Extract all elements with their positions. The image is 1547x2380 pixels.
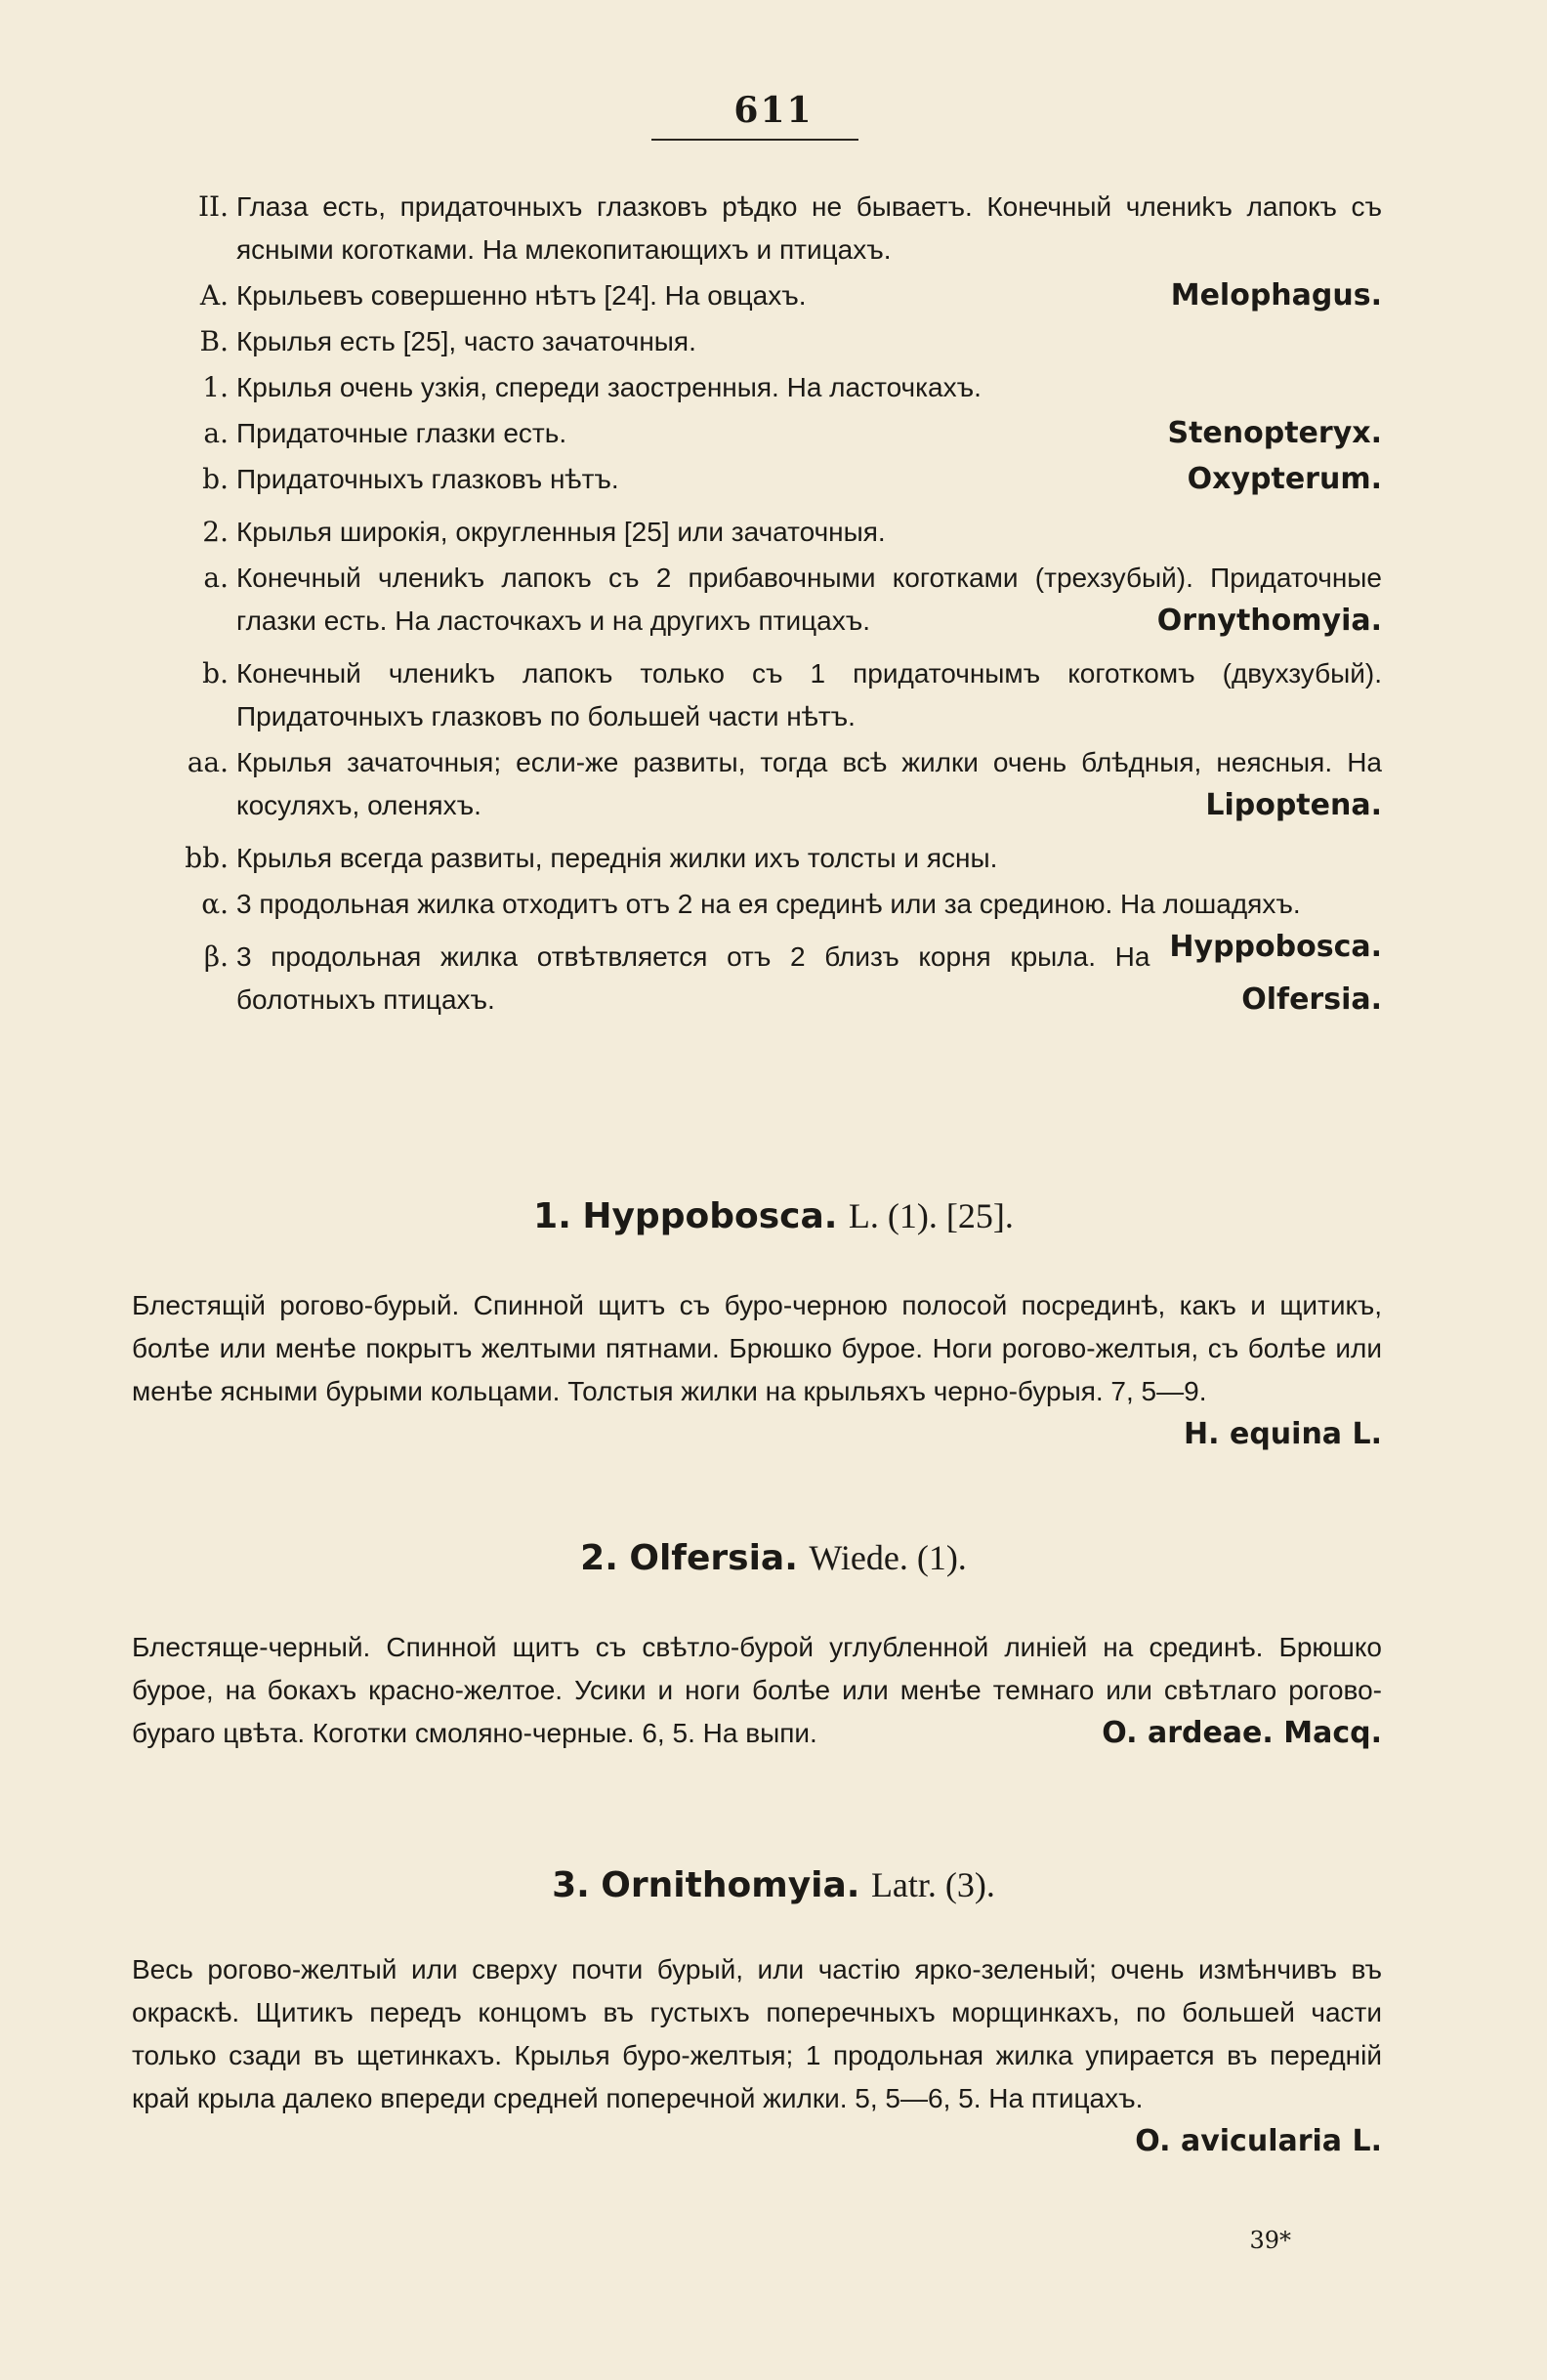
- description-text: Весь рогово-желтый или сверху почти бурый, или частію ярко-зеленый; очень измѣнчивъ въ окраскѣ. Щитикъ передъ концомъ въ густыхъ поперечныхъ морщинкахъ, по большей части только сзади въ щетинкахъ. Крылья буро-желтыя; 1 продольная жилка упирается въ передній край крыла далеко впереди средней поперечной жилки. 5, 5—6, 5. На птицахъ.: [132, 1954, 1382, 2113]
- key-marker: 2.: [202, 516, 229, 548]
- key-text: Крылья очень узкія, спереди заостренныя. На ласточкахъ.: [236, 372, 982, 402]
- key-genus: Oxypterum.: [1187, 462, 1382, 496]
- section-heading: [0, 1533, 1547, 1583]
- key-marker: II.: [197, 190, 229, 223]
- key-entry: [166, 936, 1382, 1022]
- key-text: Крылья зачаточныя; если-же развиты, тогда всѣ жилки очень блѣдныя, неясныя. На косуляхъ, оленяхъ.: [236, 747, 1382, 820]
- section-description: [132, 1284, 1382, 1456]
- key-marker: 1.: [202, 371, 229, 403]
- page-number-rule: [651, 139, 858, 141]
- key-marker: b.: [202, 463, 229, 495]
- key-genus: Melophagus.: [1170, 278, 1382, 313]
- key-text: Глаза есть, придаточныхъ глазковъ рѣдко не бываетъ. Конечный члениkъ лапокъ съ ясными коготками. На млекопитающихъ и птицахъ.: [236, 191, 1382, 265]
- key-genus: Stenopteryx.: [1167, 416, 1382, 450]
- section-number: 2.: [580, 1538, 618, 1578]
- genus-name: Olfersia.: [629, 1538, 798, 1578]
- key-marker: bb.: [185, 842, 229, 874]
- key-entry: [166, 186, 1382, 271]
- section-heading: [0, 1860, 1547, 1910]
- key-entry: [166, 883, 1382, 964]
- key-entry: [166, 741, 1382, 827]
- key-text: Крылья широкія, округленныя [25] или зачаточныя.: [236, 517, 886, 547]
- key-entry: [166, 511, 1382, 554]
- key-marker: B.: [199, 325, 229, 357]
- key-genus: Lipoptena.: [1205, 788, 1382, 822]
- genus-name: Ornithomyia.: [601, 1865, 860, 1905]
- key-marker: aa.: [187, 746, 229, 778]
- key-marker: a.: [203, 562, 229, 594]
- key-text: 3 продольная жилка отвѣтвляется отъ 2 близъ корня крыла. На болотныхъ птицахъ.: [236, 941, 1150, 1015]
- key-marker: β.: [203, 940, 229, 973]
- key-entry: [166, 412, 1382, 455]
- key-text: Крылья всегда развиты, переднія жилки ихъ толсты и ясны.: [236, 843, 998, 873]
- key-genus: Olfersia.: [1241, 982, 1382, 1017]
- key-text: 3 продольная жилка отходитъ отъ 2 на ея срединѣ или за срединою. На лошадяхъ.: [236, 889, 1301, 919]
- species-name: O. ardeae. Macq.: [1102, 1716, 1382, 1750]
- section-number: 1.: [533, 1196, 571, 1236]
- section-heading: [0, 1191, 1547, 1241]
- species-name: O. avicularia L.: [1135, 2124, 1382, 2158]
- key-text: Крылья есть [25], часто зачаточныя.: [236, 326, 696, 356]
- key-entry: [166, 274, 1382, 317]
- genus-author: Latr. (3).: [870, 1865, 995, 1904]
- key-text: Придаточныхъ глазковъ нѣтъ.: [236, 464, 619, 494]
- description-text: Блестящій рогово-бурый. Спинной щитъ съ буро-черною полосой посрединѣ, какъ и щитикъ, болѣе или менѣе покрытъ желтыми пятнами. Брюшко бурое. Ноги рогово-желтыя, съ болѣе или менѣе ясными бурыми кольцами. Толстыя жилки на крыльяхъ черно-бурыя. 7, 5—9.: [132, 1290, 1382, 1406]
- key-entry: [166, 458, 1382, 501]
- section-description: [132, 1948, 1382, 2163]
- section-number: 3.: [552, 1865, 590, 1905]
- key-entry: [166, 366, 1382, 409]
- description-text: Блестяще-черный. Спинной щитъ съ свѣтло-бурой углубленной линіей на срединѣ. Брюшко бурое, на бокахъ красно-желтое. Усики и ноги болѣе или менѣе темнаго или свѣтлаго рогово-бураго цвѣта. Коготки смоляно-черные. 6, 5. На выпи.: [132, 1632, 1382, 1748]
- signature-mark: 39*: [1249, 2227, 1291, 2254]
- page-number: 611: [733, 90, 814, 131]
- key-genus: Hyppobosca.: [1169, 930, 1382, 964]
- key-entry: [166, 652, 1382, 738]
- genus-author: L. (1). [25].: [848, 1196, 1014, 1235]
- key-marker: a.: [203, 417, 229, 449]
- genus-author: Wiede. (1).: [809, 1538, 967, 1577]
- section-description: [132, 1626, 1382, 1755]
- species-name: H. equina L.: [1184, 1417, 1382, 1451]
- key-text: Крыльевъ совершенно нѣтъ [24]. На овцахъ.: [236, 280, 807, 311]
- key-text: Придаточные глазки есть.: [236, 418, 567, 448]
- key-text: Конечный члениkъ лапокъ съ 2 прибавочными коготками (трехзубый). Придаточные глазки есть. На ласточкахъ и на другихъ птицахъ.: [236, 563, 1382, 636]
- key-entry: [166, 320, 1382, 363]
- key-marker: A.: [199, 279, 229, 312]
- key-marker: b.: [202, 657, 229, 689]
- key-entry: [166, 557, 1382, 643]
- key-genus: Ornythomyia.: [1156, 604, 1382, 638]
- key-marker: α.: [201, 888, 229, 920]
- genus-name: Hyppobosca.: [582, 1196, 838, 1236]
- key-entry: [166, 837, 1382, 880]
- identification-key: [166, 186, 1382, 1024]
- key-text: Конечный члениkъ лапокъ только съ 1 придаточнымъ коготкомъ (двухзубый). Придаточныхъ глазковъ по большей части нѣтъ.: [236, 658, 1382, 731]
